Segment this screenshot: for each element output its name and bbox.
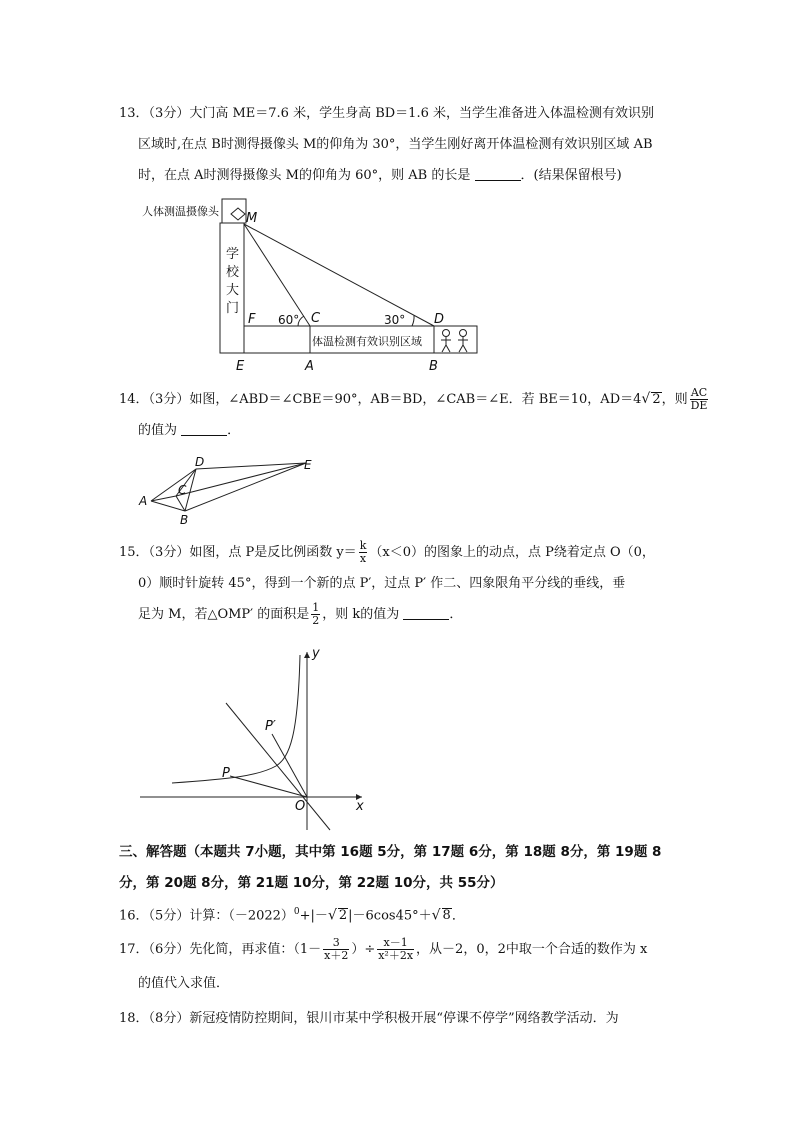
sqrt-sign: √ [431,907,441,924]
label-C: C [311,311,321,326]
q17-text-3: ，从－2，0，2中取一个合适的数作为 x [416,942,648,957]
q13-text-4: ．(结果保留根号) [520,168,622,183]
q13-answer-blank[interactable] [475,166,521,181]
q17-score: （6分） [148,942,190,957]
gate-char-4: 门 [226,301,240,316]
question-17 [119,932,679,999]
q14-line-2 [119,415,679,446]
gate-rect [220,223,244,353]
q13-line-2 [119,129,679,160]
label-M: M [246,211,258,226]
q18-line-1 [119,1003,679,1034]
q13-text-1: 大门高 ME＝7.6 米，学生身高 BD＝1.6 米，当学生准备进入体温检测有效识别 [189,106,654,121]
q15-text-6: ． [449,607,463,622]
q15-text-1: 如图，点 P是反比例函数 y＝ [189,545,357,560]
q15-fraction-kx [359,540,368,565]
label-D: D [434,312,445,327]
label-F: F [248,312,256,327]
angle-label-30: 30° [384,313,406,327]
label-y: y [312,646,320,661]
question-13 [119,98,679,191]
angle-arc-60 [298,316,304,326]
seg-BD [185,469,196,511]
q14-answer-blank[interactable] [181,421,227,436]
q17-f2-num: x－1 [377,937,414,950]
q17-f1-den: x＋2 [324,949,349,962]
q15-frac-den: x [359,552,367,565]
q15-number: 15． [119,545,149,560]
seg-AB [151,501,185,511]
q18-text-1: 新冠疫情防控期间，银川市某中学积极开展“停课不停学”网络教学活动．为 [189,1011,619,1026]
q16-text-4: ． [451,908,465,924]
label-E: E [236,359,245,374]
seg-CD [176,469,196,496]
q16-line-1 [119,897,679,931]
q15-text-3: 0）顺时针旋转 45°，得到一个新的点 P′，过点 P′ 作二、四象限角平分线的垂线，垂 [138,576,626,591]
seg-AD [151,469,196,501]
q17-text-2: ）÷ [351,942,376,957]
q17-f1-num: 3 [323,937,349,950]
sqrt-sign: √ [641,391,651,407]
q17-fraction-2 [377,937,414,962]
seg-PO [230,776,307,797]
q17-line-2: 的值代入求值． [138,976,230,991]
q15-score: （3分） [148,545,190,560]
section-3-heading [119,837,679,899]
q13-text-3: 时，在点 A时测得摄像头 M的仰角为 60°，则 AB 的长是 [138,168,471,183]
seg-AC [151,496,176,501]
q13-number: 13． [119,106,149,121]
q16-number: 16． [119,908,149,924]
q14-text-2: 的值为 [138,423,178,438]
seg-BE [185,463,306,511]
q13-score: （3分） [148,106,190,121]
q17-f2-den: x²＋2x [378,949,414,962]
q16-sqrt-2: 8 [442,908,451,924]
q14-text-3: ． [227,423,241,438]
sqrt-sign: √ [327,907,337,924]
q13-line-1 [119,98,679,129]
q15-text-5: ，则 k的值为 [322,607,400,622]
question-15 [119,537,679,630]
question-18 [119,1003,679,1034]
section-3-line-1: 三、解答题（本题共 7小题，其中第 16题 5分，第 17题 6分，第 18题 8分，第 19题 8 [119,844,662,860]
gate-char-2: 校 [226,265,240,280]
q15-fraction-half [311,602,320,627]
gate-char-3: 大 [226,283,240,298]
label-B: B [180,513,189,527]
q14-number: 14． [119,392,149,407]
q16-text-2: +|－ [299,908,328,924]
label-B: B [429,359,438,374]
zone-label: 体温检测有效识别区域 [312,335,422,348]
ground-strip [244,326,477,353]
seg-CE [176,463,306,496]
q14-text-1: 如图，∠ABD＝∠CBE＝90°，AB＝BD，∠CAB＝∠E．若 BE＝10，AD＝4 [189,392,642,407]
q16-text-1: 计算：（－2022） [189,908,294,924]
label-x: x [356,799,364,814]
label-A: A [305,359,314,374]
sight-line-60 [244,224,310,326]
q15-half-den: 2 [312,614,320,627]
section-3-line-2: 分，第 20题 8分，第 21题 10分，第 22题 10分，共 55分） [119,875,504,891]
gate-char-1: 学 [226,247,240,262]
q14-fraction [690,387,709,412]
q14-frac-num: AC [690,386,708,399]
q15-line-3 [119,599,679,630]
bisector-line [226,703,330,830]
q14-score: （3分） [148,392,190,407]
q14-sqrt-value: 2 [652,392,661,407]
sight-line-30 [244,224,434,326]
q17-line-1 [119,932,679,968]
q18-number: 18． [119,1011,149,1026]
label-E: E [304,458,312,472]
label-P: P [222,766,230,781]
q13-line-3 [119,160,679,191]
camera-label: 人体测温摄像头 [142,205,219,218]
q14-frac-den: DE [690,399,708,412]
label-C: C [178,483,187,497]
q16-score: （5分） [148,908,190,924]
question-14 [119,384,708,446]
q15-line-2 [119,568,679,599]
q16-exponent: 0 [293,907,300,917]
camera-box [222,199,246,223]
hyperbola-curve [172,655,300,783]
q16-text-3: |－6cos45°＋ [348,908,432,924]
q17-text-1: 先化简，再求值：（1－ [189,942,322,957]
angle-arc-30 [412,315,414,326]
q14-then: ，则 [661,392,688,407]
q15-frac-num: k [359,539,367,552]
q15-answer-blank[interactable] [403,605,449,620]
label-A: A [139,494,148,508]
q16-sqrt-1: 2 [338,908,348,924]
question-16 [119,897,679,931]
q17-number: 17． [119,942,149,957]
q15-line-1 [119,537,679,568]
student-box [434,326,477,353]
q18-score: （8分） [148,1011,190,1026]
q15-text-2: （x＜0）的图象上的动点，点 P绕着定点 O（0， [369,545,655,560]
q15-half-num: 1 [312,601,320,614]
label-D: D [195,455,205,469]
seg-DE [196,463,306,469]
student-figure-1 [441,330,451,353]
angle-label-60: 60° [278,313,300,327]
q14-line-1 [119,384,708,415]
camera-icon [231,208,245,220]
q13-text-2: 区域时,在点 B时测得摄像头 M的仰角为 30°，当学生刚好离开体温检测有效识别区域 AB [138,137,653,152]
q17-fraction-1 [323,937,349,962]
seg-PpO [272,734,307,797]
seg-CB [176,496,185,511]
label-P-prime: P′ [265,719,276,734]
label-O: O [295,799,306,814]
student-figure-2 [458,330,468,353]
q15-text-4: 足为 M，若△OMP′ 的面积是 [138,607,310,622]
